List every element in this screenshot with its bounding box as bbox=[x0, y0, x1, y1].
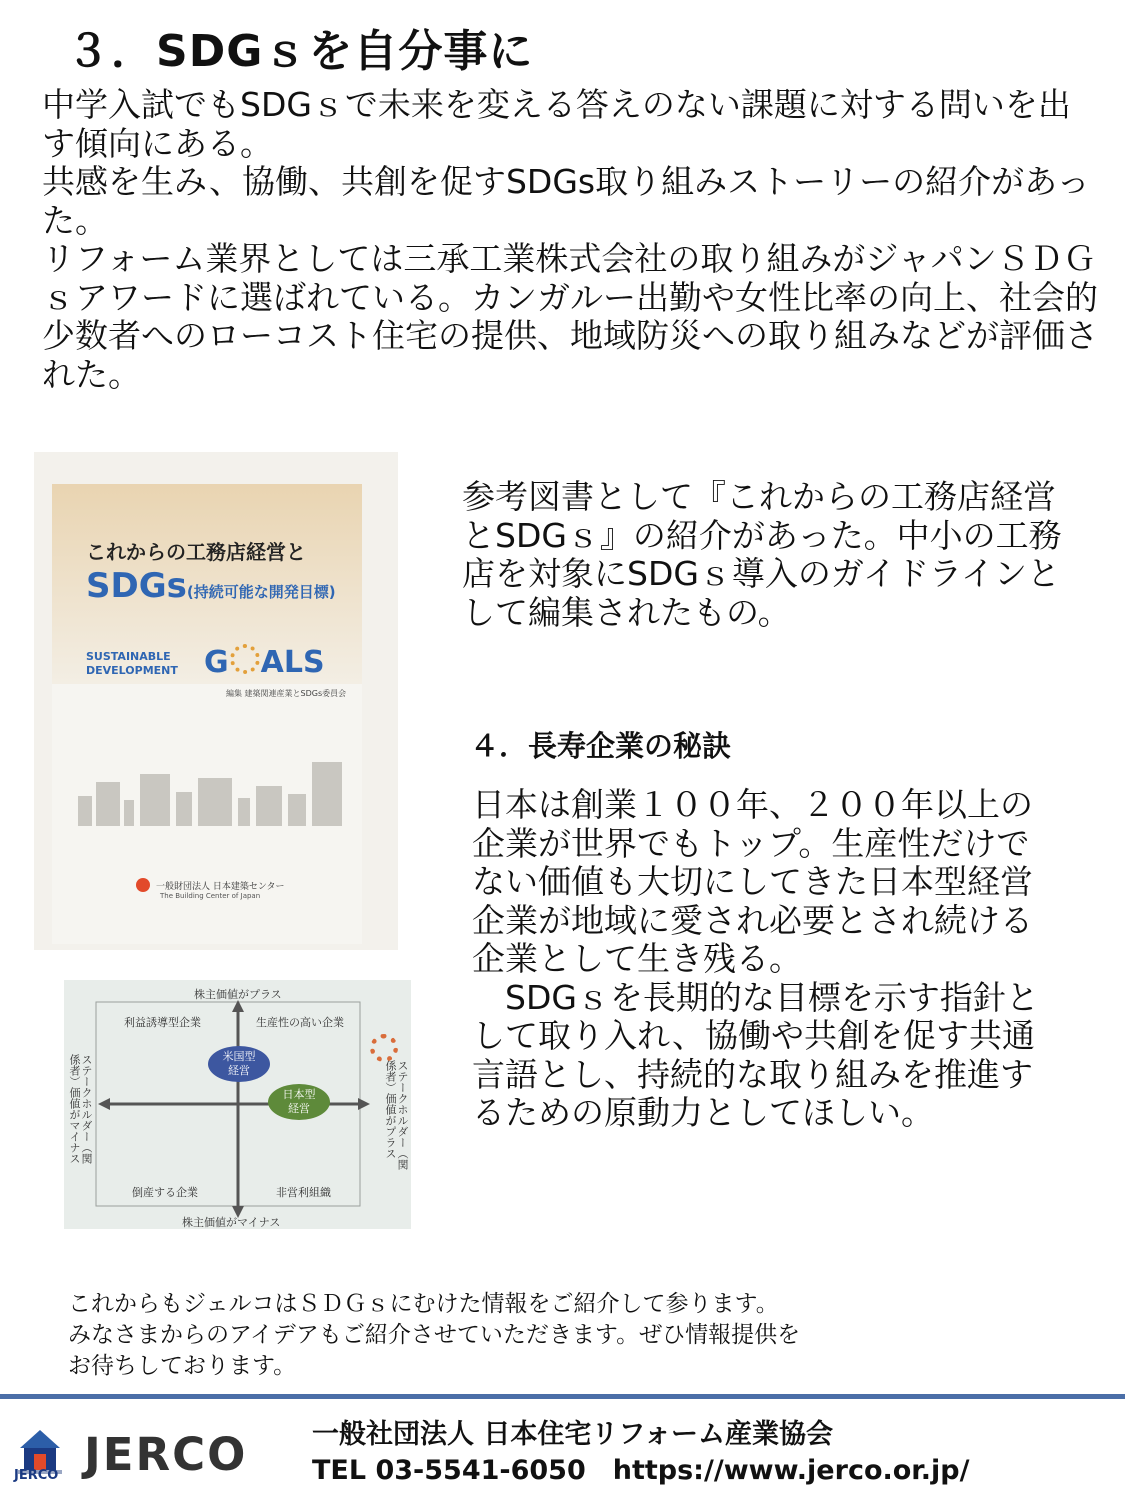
quadrant-bottom-right: 非営利組織 bbox=[276, 1186, 331, 1199]
intro-paragraph: リフォーム業界としては三承工業株式会社の取り組みがジャパンＳＤＧｓアワードに選ばれている。カンガルー出勤や女性比率の向上、社会的少数者へのローコスト住宅の提供、地域防災への取り組みなどが評価された。 bbox=[42, 239, 1098, 394]
organization-name: 一般社団法人 日本住宅リフォーム産業協会 bbox=[312, 1419, 834, 1450]
section4-title: ４．長寿企業の秘訣 bbox=[470, 729, 732, 763]
section4-paragraph: 日本は創業１００年、２００年以上の企業が世界でもトップ。生産性だけでない価値も大切にしてきた日本型経営企業が地域に愛され必要とされ続ける企業として生き残る。 bbox=[472, 785, 1033, 978]
goals-big-text: G ALS bbox=[204, 645, 325, 680]
brand-wordmark: JERCO bbox=[84, 1428, 248, 1481]
diagram-top-label: 株主価値がプラス bbox=[194, 988, 282, 1001]
footer-divider bbox=[0, 1394, 1125, 1399]
closing-message bbox=[68, 1289, 1068, 1382]
section3-body bbox=[42, 86, 1102, 394]
book-title-paren: (持続可能な開発目標) bbox=[186, 583, 336, 601]
diagram-axes bbox=[64, 980, 411, 1229]
diagram-bottom-label: 株主価値がマイナス bbox=[182, 1216, 281, 1229]
intro-paragraph: 共感を生み、協働、共創を促すSDGs取り組みストーリーの紹介があった。 bbox=[42, 162, 1090, 240]
book-editors: 編集 建築関連産業とSDGs委員会 bbox=[226, 689, 347, 698]
stakeholder-value-diagram bbox=[64, 980, 411, 1229]
book-title-line1: これからの工務店経営と bbox=[86, 540, 306, 564]
logo-caption: JERCO bbox=[14, 1468, 59, 1483]
book-cover-photo bbox=[34, 452, 398, 950]
contact-info: TEL 03-5541-6050 https://www.jerco.or.jp/ bbox=[312, 1455, 970, 1486]
quadrant-top-left: 利益誘導型企業 bbox=[124, 1016, 201, 1029]
section4-body bbox=[472, 786, 1052, 1133]
closing-line: これからもジェルコはＳＤＧｓにむけた情報をご紹介して参ります。 bbox=[68, 1291, 779, 1317]
diagram-left-label: ステークホルダー（関係者）価値がマイナス bbox=[68, 1054, 93, 1164]
publisher-name: 一般財団法人 日本建築センター bbox=[156, 882, 285, 892]
diagram-right-label: ステークホルダー（関係者）価値がプラス bbox=[384, 1060, 409, 1170]
us-model-ellipse: 米国型経営 bbox=[208, 1046, 270, 1082]
publisher-logo-icon bbox=[136, 878, 150, 892]
quadrant-bottom-left: 倒産する企業 bbox=[132, 1186, 198, 1199]
publisher-name-en: The Building Center of Japan bbox=[160, 892, 261, 900]
book-title-line2 bbox=[86, 566, 336, 606]
book-title-sdgs: SDGs bbox=[86, 566, 187, 606]
sdgs-goals-logo bbox=[86, 646, 346, 686]
quadrant-top-right: 生産性の高い企業 bbox=[256, 1016, 344, 1029]
sdgs-wheel-icon bbox=[230, 644, 260, 674]
jp-model-ellipse: 日本型経営 bbox=[268, 1084, 330, 1120]
closing-line: お待ちしております。 bbox=[68, 1353, 297, 1379]
section3-title: ３．SDGｓを自分事に bbox=[66, 26, 534, 77]
intro-paragraph: 中学入試でもSDGｓで未来を変える答えのない課題に対する問いを出す傾向にある。 bbox=[42, 85, 1071, 163]
closing-line: みなさまからのアイデアもご紹介させていただきます。ぜひ情報提供を bbox=[68, 1322, 801, 1348]
goals-small-text: SUSTAINABLE DEVELOPMENT bbox=[86, 650, 178, 677]
sdgs-wheel-icon bbox=[370, 1034, 398, 1062]
section4-paragraph: SDGｓを長期的な目標を示す指針として取り入れ、協働や共創を促す共通言語とし、持続的な取り組みを推進するための原動力としてほしい。 bbox=[472, 977, 1039, 1132]
town-skyline-illustration bbox=[78, 742, 348, 826]
reference-book-text: 参考図書として『これからの工務店経営とSDGｓ』の紹介があった。中小の工務店を対象にSDGｓ導入のガイドラインとして編集されたもの。 bbox=[462, 477, 1062, 632]
